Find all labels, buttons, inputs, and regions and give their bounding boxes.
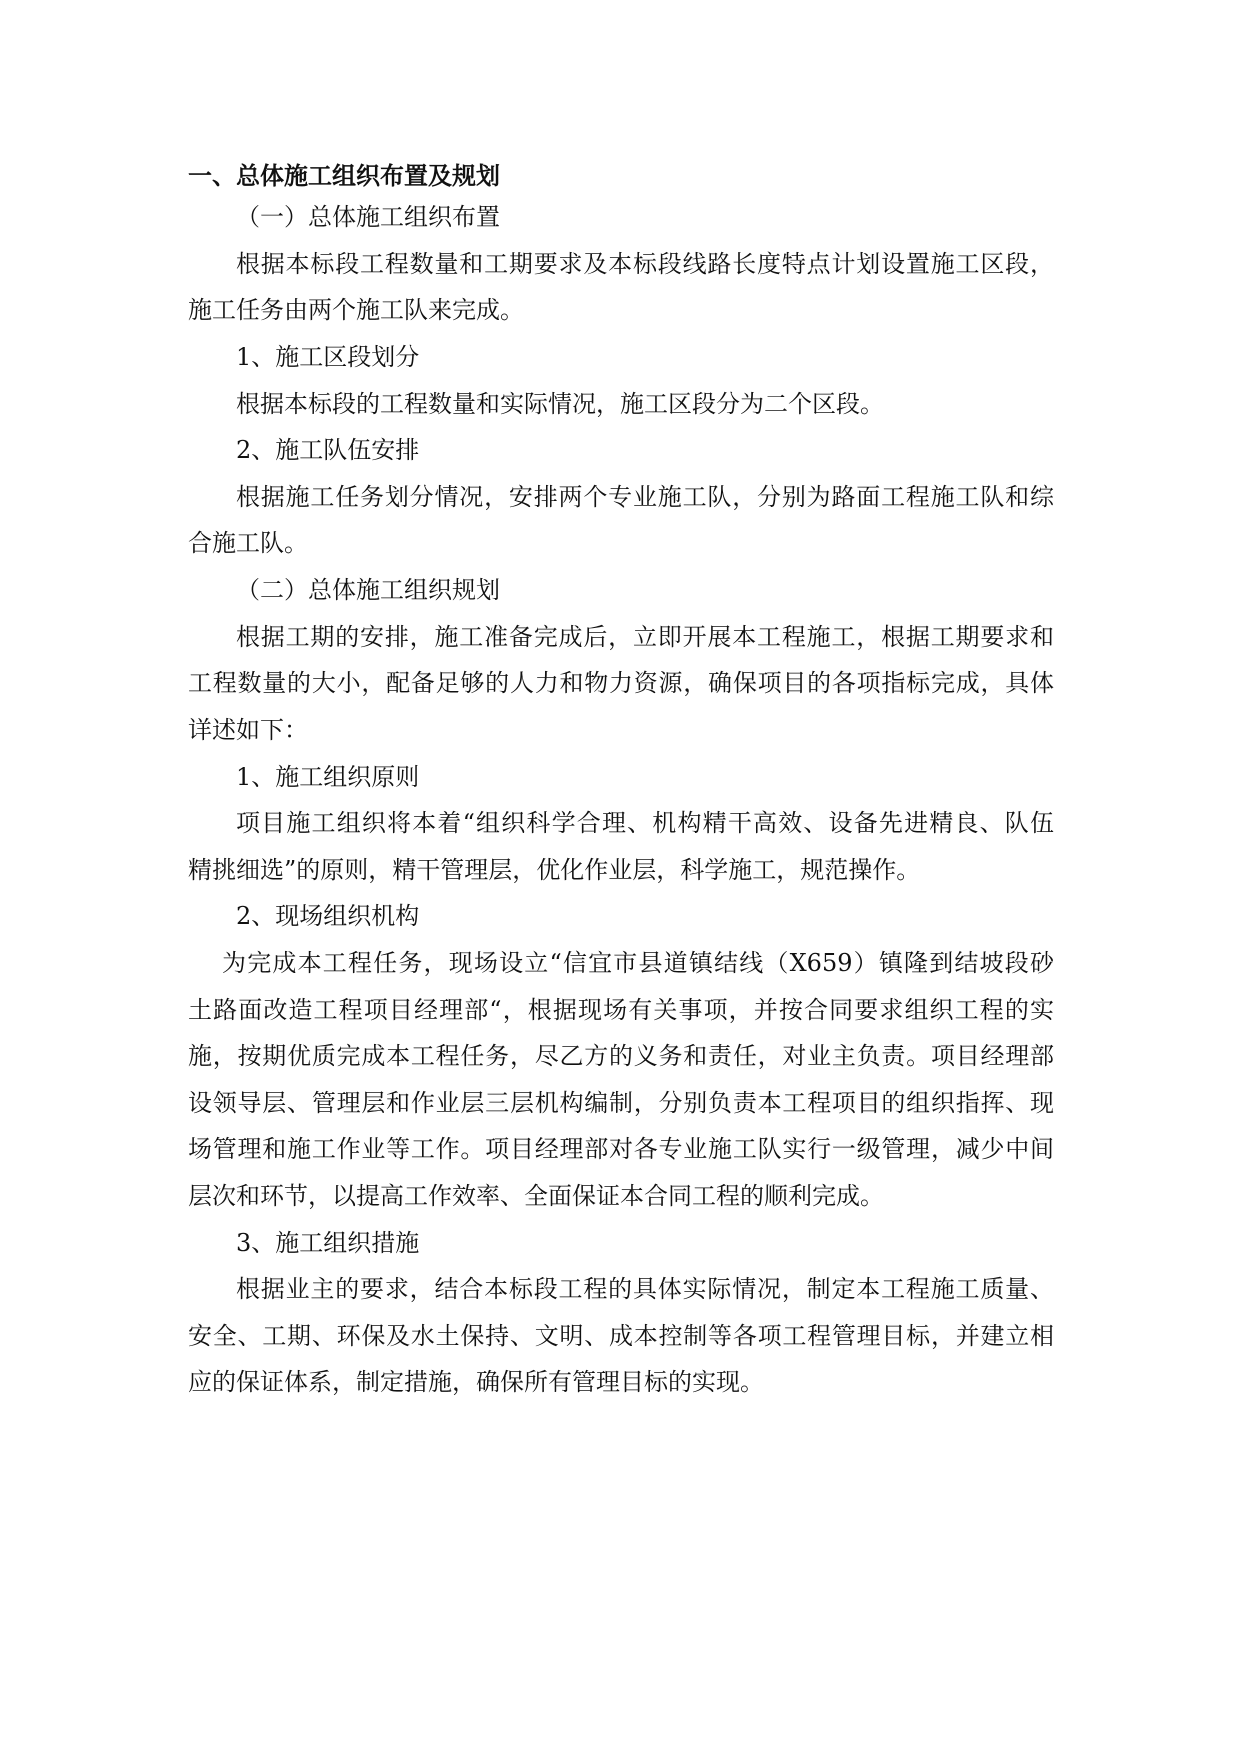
item-heading: 1、施工组织原则 (236, 763, 420, 791)
paragraph-line: 施工任务由两个施工队来完成。 (188, 296, 524, 324)
paragraph-line: 为完成本工程任务，现场设立“信宜市县道镇结线（X659）镇隆到结坡段砂 (222, 949, 1054, 977)
paragraph-line: 层次和环节，以提高工作效率、全面保证本合同工程的顺利完成。 (188, 1182, 884, 1210)
subsection-heading: （一）总体施工组织布置 (236, 203, 500, 231)
paragraph-line: 场管理和施工作业等工作。项目经理部对各专业施工队实行一级管理，减少中间 (188, 1135, 1054, 1163)
item-heading: 1、施工区段划分 (236, 343, 420, 371)
item-heading: 2、施工队伍安排 (236, 436, 420, 464)
paragraph-line: 土路面改造工程项目经理部“，根据现场有关事项，并按合同要求组织工程的实 (188, 996, 1054, 1024)
item-heading: 3、施工组织措施 (236, 1229, 420, 1257)
paragraph-line: 安全、工期、环保及水土保持、文明、成本控制等各项工程管理目标，并建立相 (188, 1322, 1054, 1350)
subsection-heading: （二）总体施工组织规划 (236, 576, 500, 604)
paragraph-line: 详述如下： (188, 716, 308, 744)
paragraph-line: 施，按期优质完成本工程任务，尽乙方的义务和责任，对业主负责。项目经理部 (188, 1042, 1054, 1070)
paragraph-line: 项目施工组织将本着“组织科学合理、机构精干高效、设备先进精良、队伍 (236, 809, 1054, 837)
item-heading: 2、现场组织机构 (236, 902, 420, 930)
paragraph-line: 精挑细选”的原则，精干管理层，优化作业层，科学施工，规范操作。 (188, 856, 921, 884)
paragraph-line: 根据本标段的工程数量和实际情况，施工区段分为二个区段。 (236, 390, 884, 418)
paragraph-line: 根据本标段工程数量和工期要求及本标段线路长度特点计划设置施工区段， (236, 250, 1054, 278)
paragraph-line: 设领导层、管理层和作业层三层机构编制，分别负责本工程项目的组织指挥、现 (188, 1089, 1054, 1117)
paragraph-line: 根据施工任务划分情况，安排两个专业施工队，分别为路面工程施工队和综 (236, 483, 1054, 511)
paragraph-line: 根据业主的要求，结合本标段工程的具体实际情况，制定本工程施工质量、 (236, 1275, 1054, 1303)
paragraph-line: 应的保证体系，制定措施，确保所有管理目标的实现。 (188, 1368, 764, 1396)
paragraph-line: 工程数量的大小，配备足够的人力和物力资源，确保项目的各项指标完成，具体 (188, 669, 1054, 697)
paragraph-line: 合施工队。 (188, 529, 308, 557)
paragraph-line: 根据工期的安排，施工准备完成后，立即开展本工程施工，根据工期要求和 (236, 623, 1054, 651)
section-heading: 一、总体施工组织布置及规划 (188, 162, 500, 190)
